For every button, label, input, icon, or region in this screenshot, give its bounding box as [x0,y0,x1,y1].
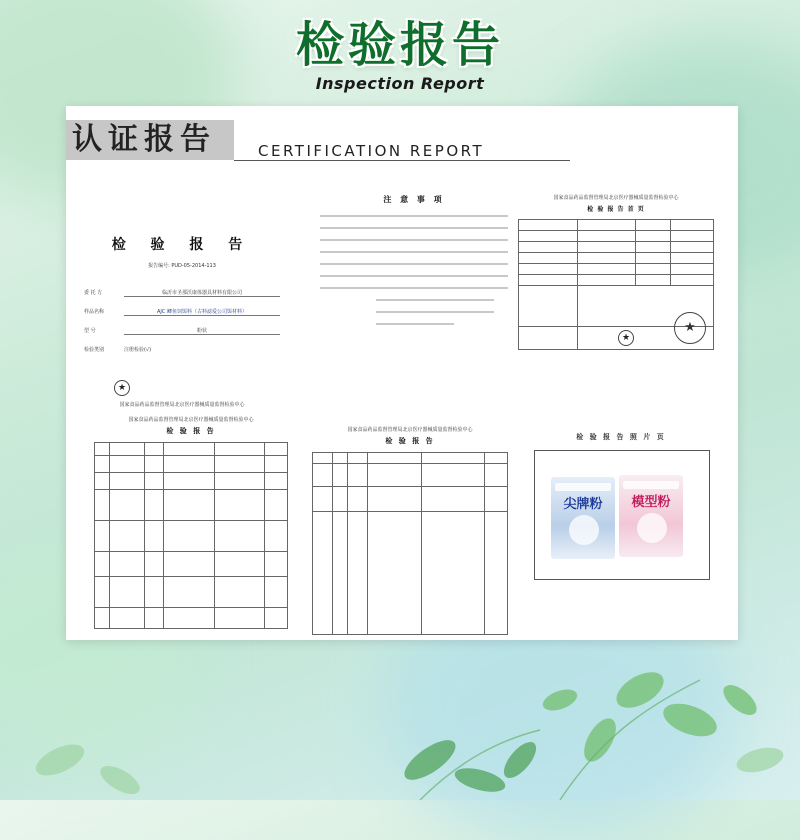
field-row [84,289,280,297]
results-cont-document [312,426,508,626]
product-name-left: 尖牌粉 [563,497,603,512]
text-line [320,263,508,265]
results-table [94,442,288,629]
package-graphic [637,513,667,543]
front-page-title: 检 验 报 告 首 页 [587,206,645,213]
report-number: 报告编号: PUD-05-2014-113 [148,263,216,269]
text-line [376,299,494,301]
product-name-right: 模型粉 [631,495,671,510]
text-line [320,275,508,277]
product-package-left [551,477,615,559]
results-title: 检 验 报 告 [166,427,216,435]
official-seal-icon: ★ [674,312,706,344]
star-seal-icon: ★ [114,380,130,396]
cert-label-cn: 认证报告 [66,120,234,160]
page-title: 检验报告 [295,17,504,73]
text-line [320,287,508,289]
text-line [376,323,454,325]
photo-page-title: 检 验 报 告 照 片 页 [576,433,666,441]
report-cover-title: 检 验 报 告 [111,237,253,253]
field-key: 委 托 方 [84,290,103,296]
text-line [320,239,508,241]
notice-document [316,194,512,384]
package-band [623,481,679,489]
field-row [84,308,280,316]
text-line [320,251,508,253]
certificate-sheet [66,106,738,640]
results-cont-title: 检 验 报 告 [385,437,435,445]
results-cont-header: 国家食品药品监督管理局北京医疗器械质量监督检验中心 [347,427,473,433]
field-value: 注册检验(√) [124,347,152,353]
report-cover-document [84,198,280,408]
text-line [376,311,494,313]
field-key: 检验类别 [84,347,105,353]
field-key: 样品名称 [84,309,105,315]
results-header: 国家食品药品监督管理局北京医疗器械质量监督检验中心 [128,417,254,423]
report-cover-footer: 国家食品药品监督管理局北京医疗器械质量监督检验中心 [119,402,245,408]
results-document [94,416,288,621]
field-value: 临沂市圣那沃康体器具材料有限公司 [124,289,280,297]
product-package-right [619,475,683,557]
field-value: AJC 鲫鱼饲饵料（古料滤爱公司饵材料） [124,308,280,316]
page-subtitle: Inspection Report [315,74,485,93]
cert-label-en: CERTIFICATION REPORT [258,142,485,160]
text-line [320,215,508,217]
package-band [555,483,611,491]
photo-page-document [526,426,716,626]
star-seal-icon: ★ [618,330,634,346]
package-graphic [569,515,599,545]
front-page-document [518,194,714,394]
notice-title: 注 意 事 项 [383,195,445,204]
results-cont-table [312,452,508,635]
front-page-header: 国家食品药品监督管理局北京医疗器械质量监督检验中心 [553,195,679,201]
field-row [84,327,280,335]
field-value: 粉状 [124,327,280,335]
text-line [320,227,508,229]
photo-frame [534,450,710,580]
field-key: 型 号 [84,328,96,334]
cert-divider [234,160,570,161]
field-row [84,346,280,353]
